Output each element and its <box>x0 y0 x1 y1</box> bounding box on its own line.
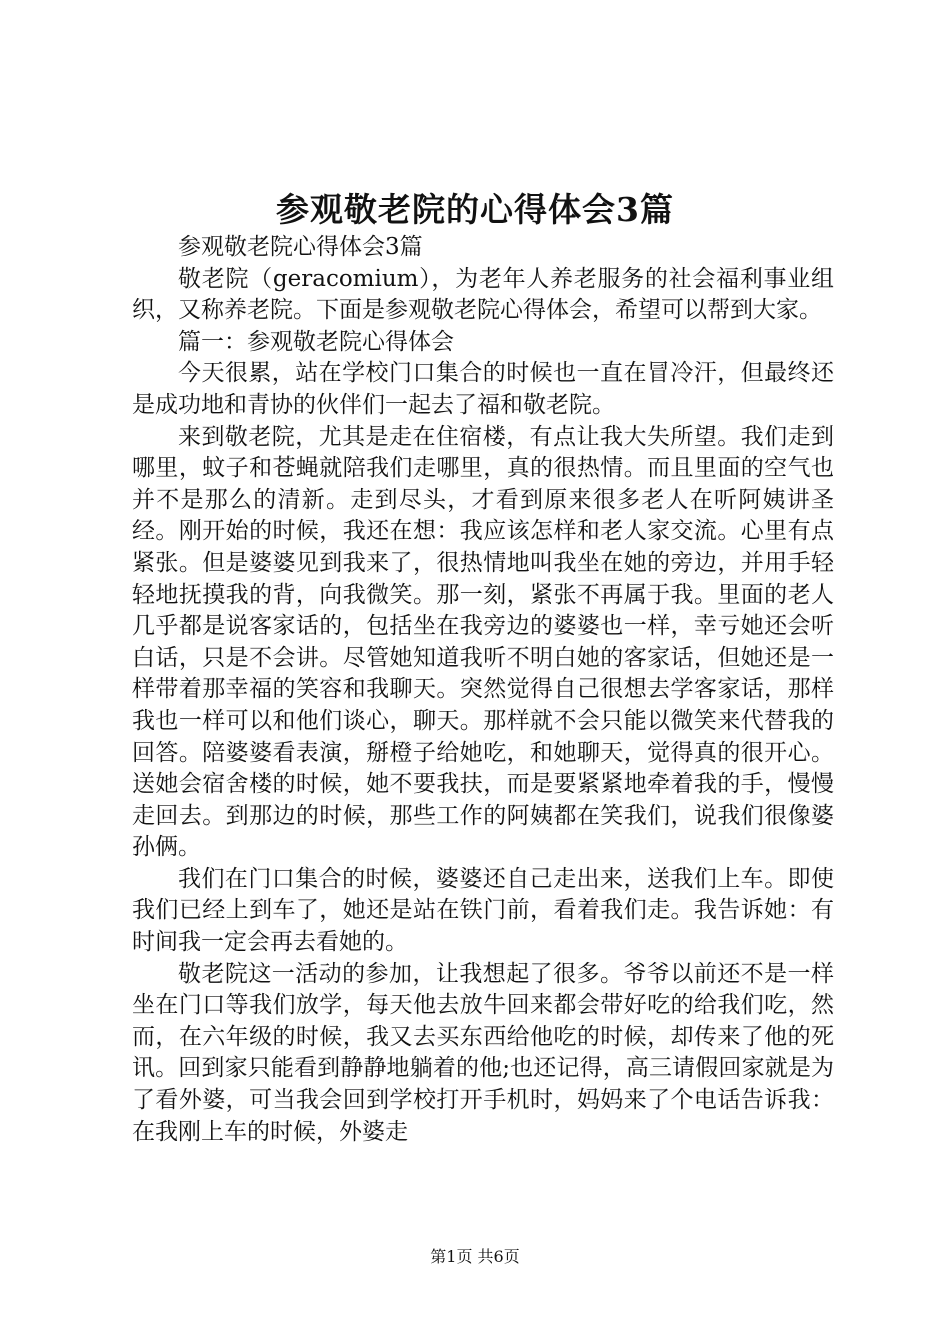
paragraph: 来到敬老院，尤其是走在住宿楼，有点让我大失所望。我们走到哪里，蚊子和苍蝇就陪我们走哪里，真的很热情。而且里面的空气也并不是那么的清新。走到尽头，才看到原来很多老人在听阿姨讲圣经。刚开始的时候，我还在想：我应该怎样和老人家交流。心里有点紧张。但是婆婆见到我来了，很热情地叫我坐在她的旁边，并用手轻轻地抚摸我的背，向我微笑。那一刻，紧张不再属于我。里面的老人几乎都是说客家话的，包括坐在我旁边的婆婆也一样，幸亏她还会听白话，只是不会讲。尽管她知道我听不明白她的客家话，但她还是一样带着那幸福的笑容和我聊天。突然觉得自己很想去学客家话，那样我也一样可以和他们谈心，聊天。那样就不会只能以微笑来代替我的回答。陪婆婆看表演，掰橙子给她吃，和她聊天，觉得真的很开心。送她会宿舍楼的时候，她不要我扶，而是要紧紧地牵着我的手，慢慢走回去。到那边的时候，那些工作的阿姨都在笑我们，说我们很像婆孙俩。 <box>132 423 834 861</box>
page-footer: 第1页 共6页 <box>430 1247 520 1266</box>
paragraph: 篇一：参观敬老院心得体会 <box>178 328 454 355</box>
paragraph: 敬老院（geracomium），为老年人养老服务的社会福利事业组织，又称养老院。下面是参观敬老院心得体会，希望可以帮到大家。 <box>132 265 834 324</box>
paragraph: 参观敬老院心得体会3篇 <box>178 234 423 260</box>
paragraph: 今天很累，站在学校门口集合的时候也一直在冒冷汗，但最终还是成功地和青协的伙伴们一起去了福和敬老院。 <box>132 360 834 418</box>
paragraph: 敬老院这一活动的参加，让我想起了很多。爷爷以前还不是一样坐在门口等我们放学，每天他去放牛回来都会带好吃的给我们吃，然而，在六年级的时候，我又去买东西给他吃的时候，却传来了他的死讯。回到家只能看到静静地躺着的他;也还记得，高三请假回家就是为了看外婆，可当我会回到学校打开手机时，妈妈来了个电话告诉我：在我刚上车的时候，外婆走 <box>132 960 834 1145</box>
document-body <box>132 232 834 1148</box>
document-title: 参观敬老院的心得体会3篇 <box>276 190 674 229</box>
paragraph: 我们在门口集合的时候，婆婆还自己走出来，送我们上车。即使我们已经上到车了，她还是站在铁门前，看着我们走。我告诉她：有时间我一定会再去看她的。 <box>132 865 834 956</box>
